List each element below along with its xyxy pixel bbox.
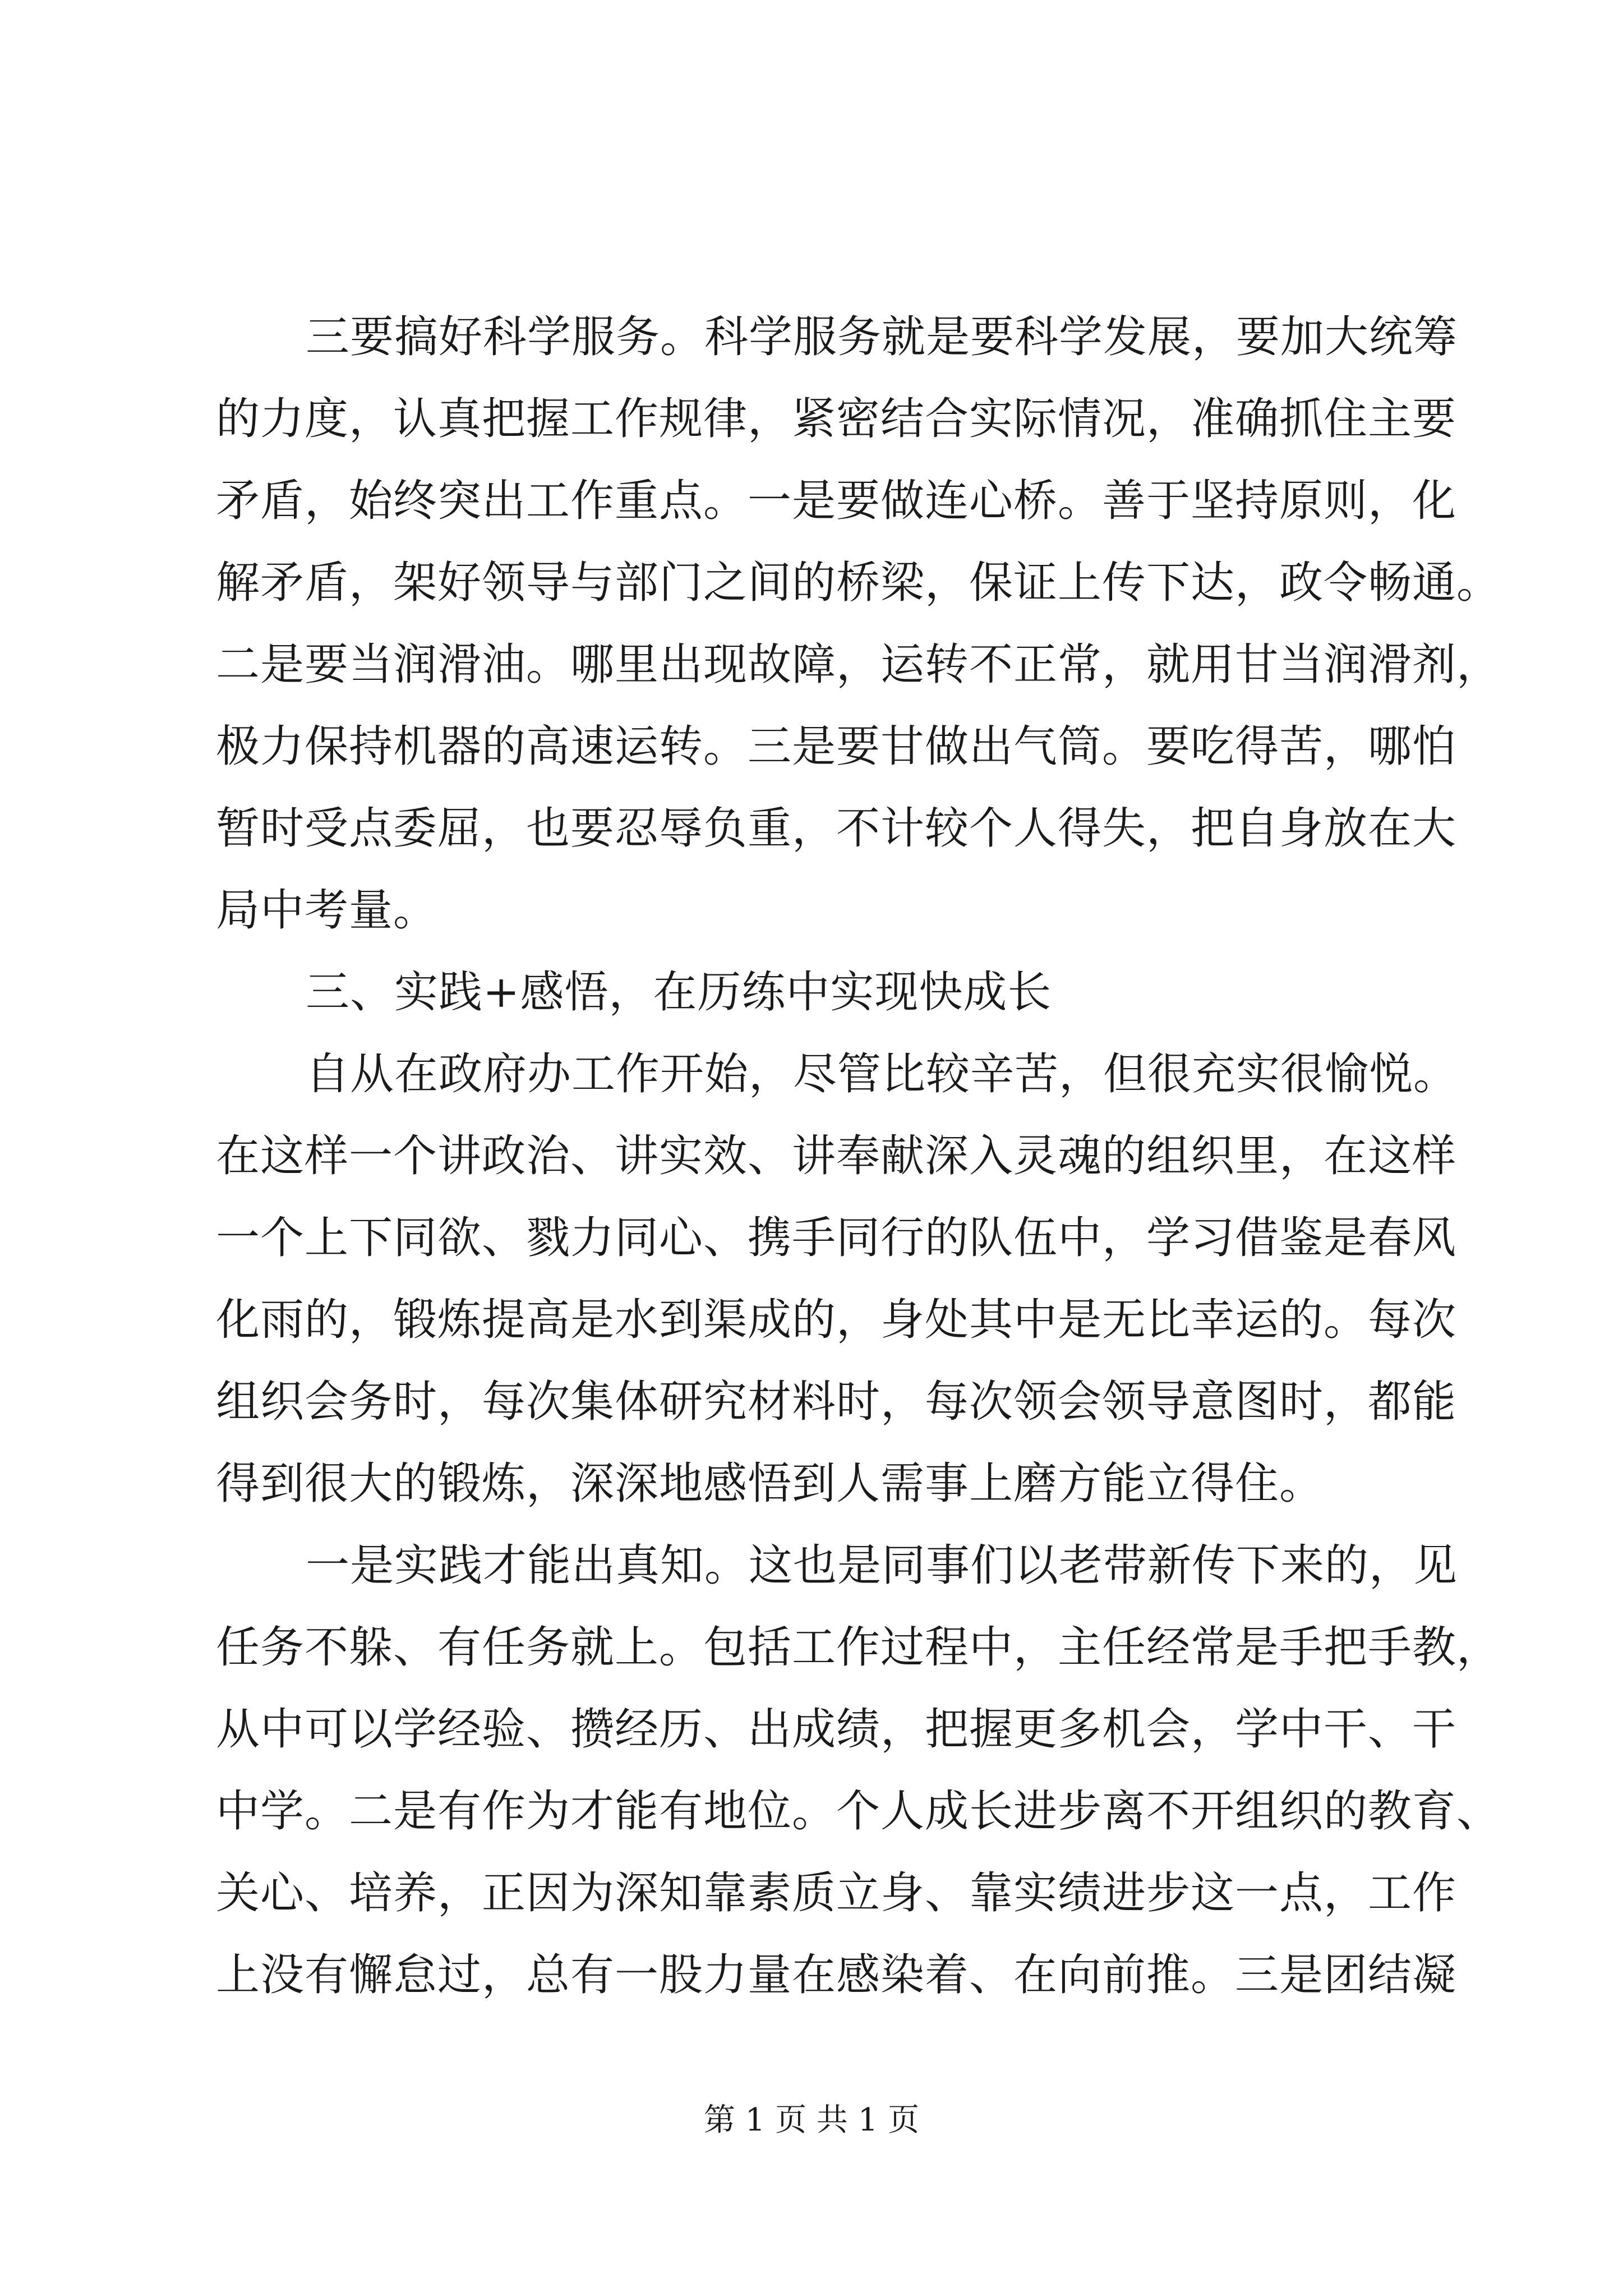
paragraph-line: 上没有懈怠过，总有一股力量在感染着、在向前推。三是团结凝 [216, 1950, 1457, 2000]
paragraph-line: 在这样一个讲政治、讲实效、讲奉献深入灵魂的组织里，在这样 [216, 1131, 1457, 1181]
paragraph-line: 组织会务时，每次集体研究材料时，每次领会领导意图时，都能 [216, 1377, 1457, 1427]
document-body [216, 296, 1501, 2016]
paragraph-line: 自从在政府办工作开始，尽管比较辛苦，但很充实很愉悦。 [306, 1049, 1458, 1099]
page-footer [0, 2095, 1623, 2140]
section-heading: 三、实践+感悟，在历练中实现快成长 [306, 967, 1052, 1018]
page-number-label: 第 1 页 共 1 页 [703, 2102, 920, 2138]
paragraph-line: 三要搞好科学服务。科学服务就是要科学发展，要加大统筹 [306, 312, 1458, 362]
paragraph-line: 一个上下同欲、戮力同心、携手同行的队伍中，学习借鉴是春风 [216, 1213, 1457, 1263]
paragraph-line: 局中考量。 [216, 885, 438, 936]
paragraph-line: 得到很大的锻炼，深深地感悟到人需事上磨方能立得住。 [216, 1458, 1324, 1509]
paragraph-line: 中学。二是有作为才能有地位。个人成长进步离不开组织的教育、 [216, 1786, 1501, 1837]
paragraph-line: 化雨的，锻炼提高是水到渠成的，身处其中是无比幸运的。每次 [216, 1295, 1457, 1345]
paragraph-line: 极力保持机器的高速运转。三是要甘做出气筒。要吃得苦，哪怕 [216, 721, 1457, 772]
paragraph-line: 的力度，认真把握工作规律，紧密结合实际情况，准确抓住主要 [216, 394, 1457, 444]
paragraph-line: 关心、培养，正因为深知靠素质立身、靠实绩进步这一点，工作 [216, 1868, 1457, 1918]
paragraph-line: 矛盾，始终突出工作重点。一是要做连心桥。善于坚持原则，化 [216, 476, 1457, 526]
paragraph-line: 暂时受点委屈，也要忍辱负重，不计较个人得失，把自身放在大 [216, 803, 1457, 854]
paragraph-line: 从中可以学经验、攒经历、出成绩，把握更多机会，学中干、干 [216, 1704, 1457, 1755]
paragraph-line: 二是要当润滑油。哪里出现故障，运转不正常，就用甘当润滑剂， [216, 639, 1501, 690]
paragraph-line: 任务不躲、有任务就上。包括工作过程中，主任经常是手把手教， [216, 1622, 1501, 1673]
paragraph-line: 解矛盾，架好领导与部门之间的桥梁，保证上传下达，政令畅通。 [216, 558, 1501, 608]
paragraph-line: 一是实践才能出真知。这也是同事们以老带新传下来的，见 [306, 1540, 1458, 1591]
